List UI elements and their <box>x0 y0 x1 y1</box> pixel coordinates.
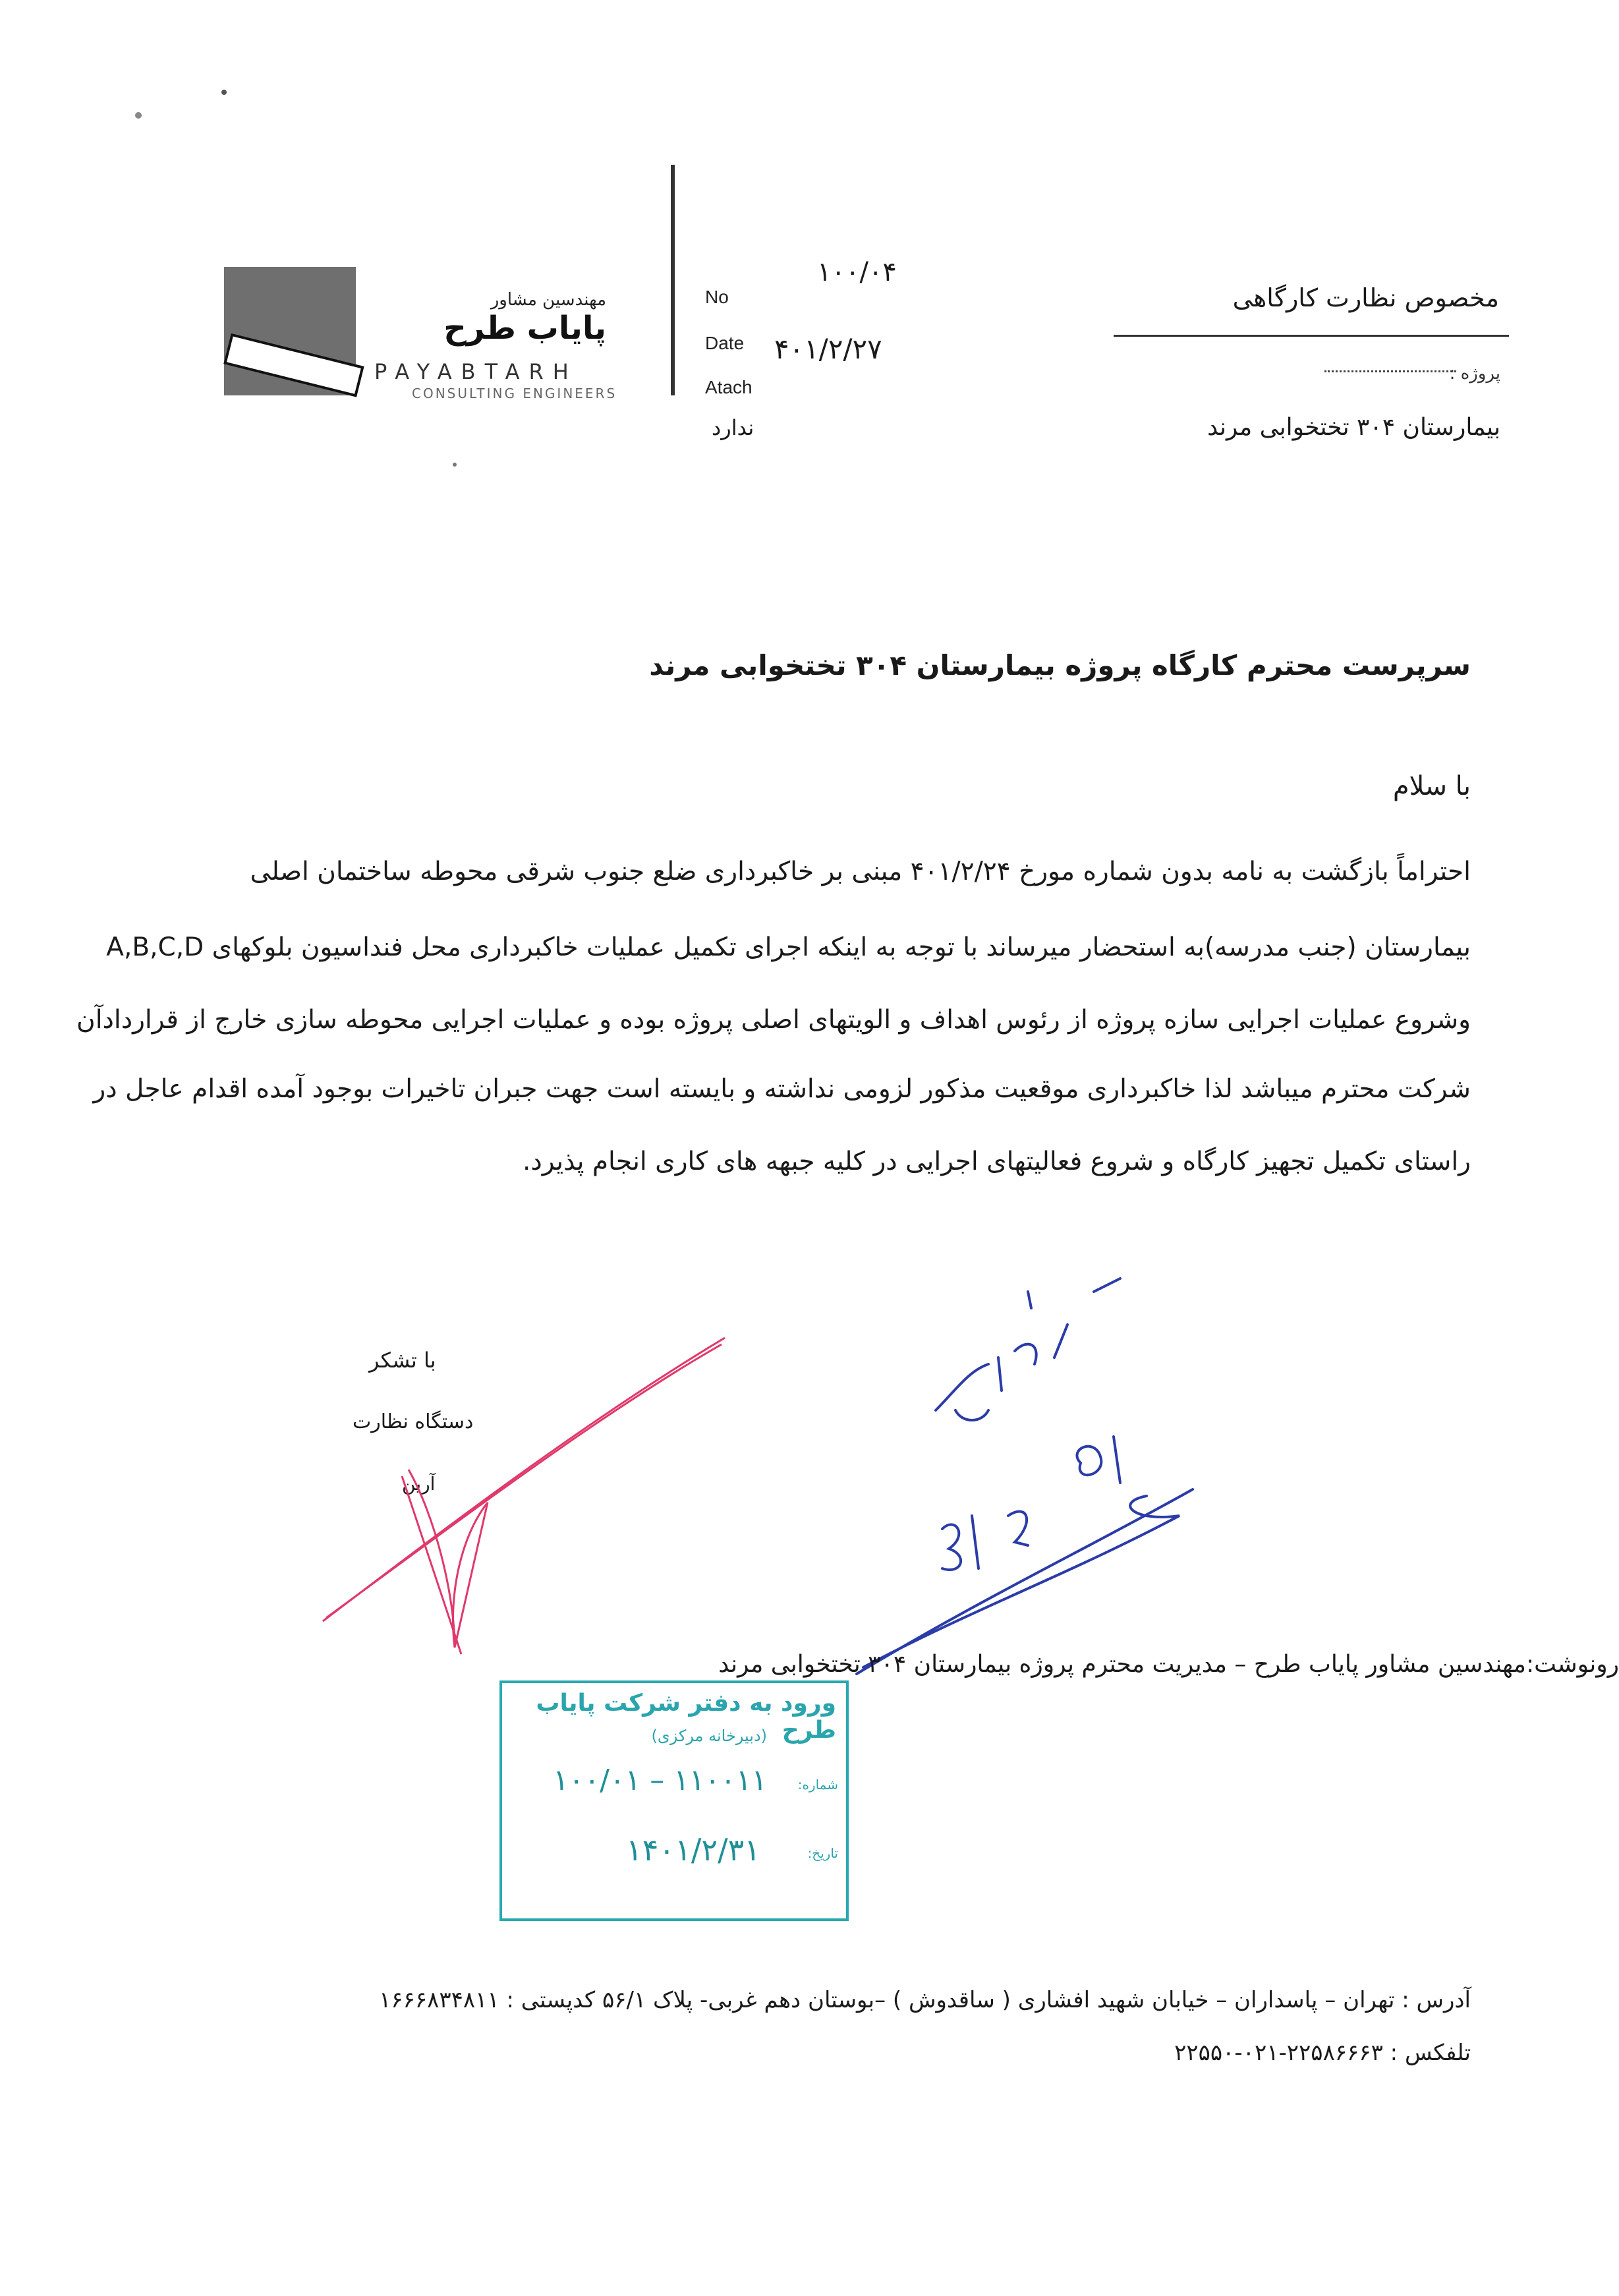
no-label: No <box>705 287 729 307</box>
letter-number: ۱۰۰/۰۴ <box>817 257 897 287</box>
attachment-label: Atach <box>705 377 753 397</box>
scan-speck <box>135 112 142 119</box>
footer-address: آدرس : تهران – پاسداران – خیابان شهید افشاری ( ساقدوش ) –بوستان دهم غربی- پلاک ۵۶/۱ کدپستی : ۱۶۶۶۸۳۴۸۱۱ <box>379 1987 1471 2013</box>
receipt-stamp <box>499 1680 849 1921</box>
firm-prefix: مهندسین مشاور <box>490 290 606 310</box>
body-line: وشروع عملیات اجرایی سازه پروژه از رئوس اهداف و الویتهای اصلی پروژه بوده و عملیات اجرایی محوطه سازی خارج از قراردادآن <box>76 1005 1471 1035</box>
special-title: مخصوص نظارت کارگاهی <box>1232 283 1499 312</box>
cc-line: رونوشت:مهندسین مشاور پایاب طرح – مدیریت محترم پروژه بیمارستان ۳۰۴ تختخوابی مرند <box>718 1651 1619 1678</box>
greeting: با سلام <box>1392 771 1471 801</box>
scan-speck <box>221 90 227 95</box>
date-label: Date <box>705 333 745 353</box>
firm-name: پایاب طرح <box>443 310 606 347</box>
stamp-subtitle: (دبیرخانه مرکزی) <box>651 1727 767 1745</box>
attachment-value: ندارد <box>712 415 754 440</box>
body-line: شرکت محترم میباشد لذا خاکبرداری موقعیت مذکور لزومی نداشته و بایسته است جهت جبران تاخیرات بوجود آمده اقدام عاجل در <box>93 1074 1471 1104</box>
stamp-number-label: شماره: <box>797 1777 838 1793</box>
letter-date: ۴۰۱/۲/۲۷ <box>774 333 882 365</box>
stamp-number-value: ۱۰۰/۰۱ – ۱۱۰۰۱۱ <box>553 1764 767 1797</box>
project-name: بیمارستان ۳۰۴ تختخوابی مرند <box>1207 414 1500 441</box>
stamp-date-value: ۱۴۰۱/۲/۳۱ <box>626 1832 760 1868</box>
body-line: بیمارستان (جنب مدرسه)به استحضار میرساند با توجه به اینکه اجرای تکمیل عملیات خاکبرداری محل فنداسیون بلوکهای A,B,C,D <box>106 933 1471 962</box>
stamp-title: ورود به دفتر شرکت پایاب طرح <box>536 1690 836 1744</box>
addressee: سرپرست محترم کارگاه پروژه بیمارستان ۳۰۴ تختخوابی مرند <box>649 649 1471 681</box>
firm-latin-subtitle: CONSULTING ENGINEERS <box>412 386 617 401</box>
closing-office: دستگاه نظارت <box>353 1410 474 1433</box>
body-line: راستای تکمیل تجهیز کارگاه و شروع فعالیتهای اجرایی در کلیه جبهه های کاری انجام پذیرد. <box>523 1147 1471 1176</box>
stamp-date-label: تاریخ: <box>807 1845 838 1861</box>
blue-handwriting <box>857 1278 1193 1674</box>
project-label: پروژه : <box>1449 364 1500 384</box>
scan-speck <box>453 463 457 467</box>
red-signature <box>323 1338 725 1654</box>
closing-thanks: با تشکر <box>369 1348 436 1373</box>
footer-phone: تلفکس : ۲۲۵۸۶۶۶۳-۰۲۱-۲۲۵۵۰ <box>1174 2040 1471 2066</box>
firm-latin-name: PAYABTARH <box>374 359 578 384</box>
closing-name: آرین <box>402 1473 436 1495</box>
body-line: احتراماً بازگشت به نامه بدون شماره مورخ ۴۰۱/۲/۲۴ مبنی بر خاکبرداری ضلع جنوب شرقی محوطه ساختمان اصلی <box>250 857 1471 886</box>
